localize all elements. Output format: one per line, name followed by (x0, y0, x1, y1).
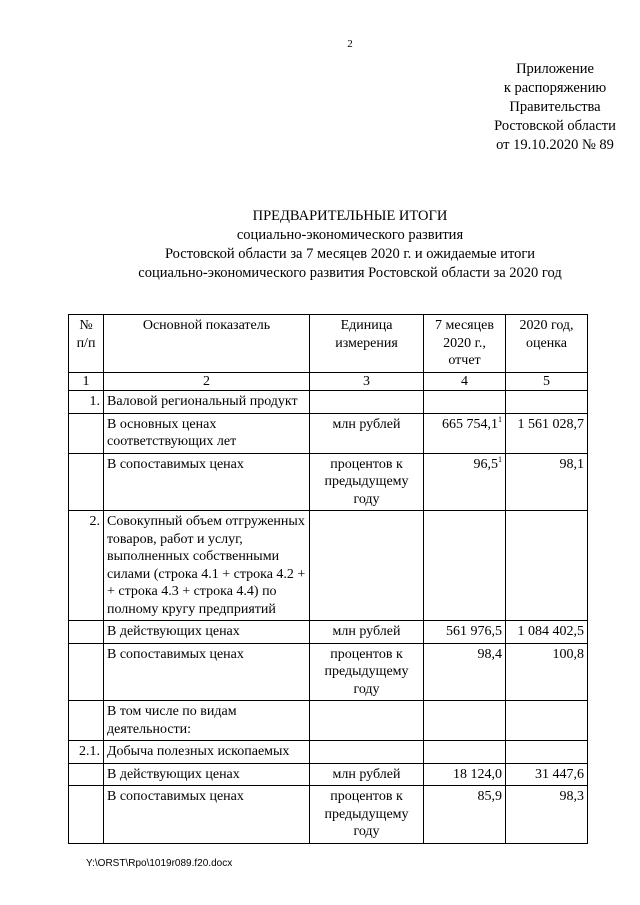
row-indicator-text: В сопоставимых ценах (107, 646, 244, 662)
row-indicator-text: В действующих ценах (107, 624, 240, 639)
row-value-7-months (424, 701, 506, 741)
row-indicator-text: В сопоставимых ценах (107, 456, 244, 472)
footnote-marker: 1 (498, 454, 502, 464)
row-indicator (104, 763, 310, 786)
table-row (69, 511, 588, 621)
row-unit (310, 741, 424, 764)
table-row (69, 741, 588, 764)
row-indicator-text: В сопоставимых ценах (107, 789, 244, 804)
row-value-2020-text: 1 084 402,5 (517, 624, 584, 639)
row-indicator (104, 453, 310, 511)
indicators-table (68, 314, 588, 844)
row-value-7-months-text: 98,4 (477, 646, 502, 662)
document-title (60, 207, 640, 283)
row-value-7-months (424, 621, 506, 644)
row-indicator (104, 621, 310, 644)
row-value-7-months-text: 18 124,0 (453, 766, 502, 782)
row-number (69, 391, 104, 414)
table-row (69, 621, 588, 644)
row-number (69, 511, 104, 621)
row-number (69, 453, 104, 511)
row-indicator (104, 701, 310, 741)
row-value-2020-text: 31 447,6 (535, 766, 584, 782)
row-indicator (104, 413, 310, 453)
row-value-7-months (424, 391, 506, 414)
row-unit-text: процентов к предыдущему году (324, 789, 409, 839)
table-body (69, 391, 588, 844)
index-cell: 2 (104, 372, 310, 391)
table-row (69, 786, 588, 844)
row-value-7-months-text: 96,5 (473, 456, 498, 472)
row-value-7-months-text: 561 976,5 (446, 624, 502, 639)
row-value-2020 (506, 391, 588, 414)
row-value-2020 (506, 621, 588, 644)
row-value-2020 (506, 413, 588, 453)
row-indicator (104, 741, 310, 764)
row-indicator-text: Валовой региональный продукт (107, 394, 298, 409)
row-number (69, 621, 104, 644)
row-unit-text: процентов к предыдущему году (324, 456, 409, 507)
appendix-line: от 19.10.2020 № 89 (496, 137, 614, 153)
table-header-row (69, 315, 588, 373)
row-unit (310, 643, 424, 701)
appendix-line: к распоряжению (503, 80, 607, 96)
table-row (69, 391, 588, 414)
row-unit-text: млн рублей (332, 766, 401, 782)
table-row (69, 453, 588, 511)
table-row (69, 643, 588, 701)
title-line: Ростовской области за 7 месяцев 2020 г. и ожидаемые итоги (164, 246, 536, 262)
table-row (69, 701, 588, 741)
row-value-7-months (424, 413, 506, 453)
appendix-line: Ростовской области (494, 118, 616, 134)
header-2020-year: 2020 год, оценка (506, 315, 588, 373)
index-cell: 5 (506, 372, 588, 391)
row-unit (310, 701, 424, 741)
row-value-2020 (506, 453, 588, 511)
row-indicator-text: Добыча полезных ископаемых (107, 744, 290, 759)
table-row (69, 763, 588, 786)
row-unit (310, 786, 424, 844)
title-line: социально-экономического развития Ростовской области за 2020 год (138, 265, 562, 281)
row-indicator (104, 511, 310, 621)
row-value-2020 (506, 786, 588, 844)
page-number: 2 (347, 38, 353, 50)
header-num: № п/п (69, 315, 104, 373)
file-path-footer: Y:\ORST\Rpo\1019r089.f20.docx (86, 858, 233, 869)
row-indicator (104, 786, 310, 844)
row-value-2020 (506, 511, 588, 621)
row-indicator-text: В основных ценах соответствующих лет (107, 416, 237, 449)
row-value-7-months (424, 786, 506, 844)
row-value-2020 (506, 701, 588, 741)
header-indicator: Основной показатель (104, 315, 310, 373)
row-number-text: 1. (89, 394, 100, 409)
header-7-months: 7 месяцев 2020 г., отчет (424, 315, 506, 373)
row-value-2020-text: 98,3 (559, 789, 584, 804)
row-unit-text: процентов к предыдущему году (324, 646, 409, 697)
table-row (69, 413, 588, 453)
index-cell: 3 (310, 372, 424, 391)
row-indicator-text: В действующих ценах (107, 766, 240, 782)
row-value-7-months (424, 453, 506, 511)
appendix-line: Приложение (516, 61, 594, 77)
row-unit-text: млн рублей (332, 624, 401, 639)
title-line: ПРЕДВАРИТЕЛЬНЫЕ ИТОГИ (252, 208, 448, 224)
row-indicator-text: В том числе по видам деятельности: (107, 704, 237, 737)
row-value-7-months-text: 665 754,1 (442, 416, 498, 432)
row-value-7-months (424, 763, 506, 786)
appendix-line: Правительства (509, 99, 601, 115)
row-number-text: 2. (89, 514, 100, 529)
appendix-block (430, 60, 640, 155)
row-unit (310, 511, 424, 621)
row-unit (310, 453, 424, 511)
title-line: социально-экономического развития (236, 227, 464, 243)
row-value-2020-text: 1 561 028,7 (517, 416, 584, 432)
row-value-2020-text: 98,1 (559, 456, 584, 472)
row-number (69, 741, 104, 764)
row-number (69, 786, 104, 844)
footnote-marker: 1 (498, 414, 502, 424)
row-indicator-text: Совокупный объем отгруженных товаров, работ и услуг, выполненных собственными силами (строка 4.1 + строка 4.2 + + строка 4.3 + строка 4.4) по полному кругу предприятий (107, 514, 306, 617)
row-value-2020 (506, 763, 588, 786)
column-index-row (69, 372, 588, 391)
index-cell: 1 (69, 372, 104, 391)
header-unit: Единица измерения (310, 315, 424, 373)
row-value-2020 (506, 741, 588, 764)
row-value-7-months-text: 85,9 (477, 789, 502, 804)
row-number (69, 413, 104, 453)
row-number (69, 643, 104, 701)
row-value-2020-text: 100,8 (552, 646, 584, 662)
row-value-7-months (424, 511, 506, 621)
row-indicator (104, 391, 310, 414)
row-number-text: 2.1. (79, 744, 100, 759)
row-unit (310, 413, 424, 453)
row-number (69, 763, 104, 786)
row-value-7-months (424, 643, 506, 701)
row-number (69, 701, 104, 741)
row-unit (310, 391, 424, 414)
row-indicator (104, 643, 310, 701)
row-unit (310, 763, 424, 786)
row-unit-text: млн рублей (332, 416, 401, 432)
row-value-2020 (506, 643, 588, 701)
row-value-7-months (424, 741, 506, 764)
row-unit (310, 621, 424, 644)
index-cell: 4 (424, 372, 506, 391)
